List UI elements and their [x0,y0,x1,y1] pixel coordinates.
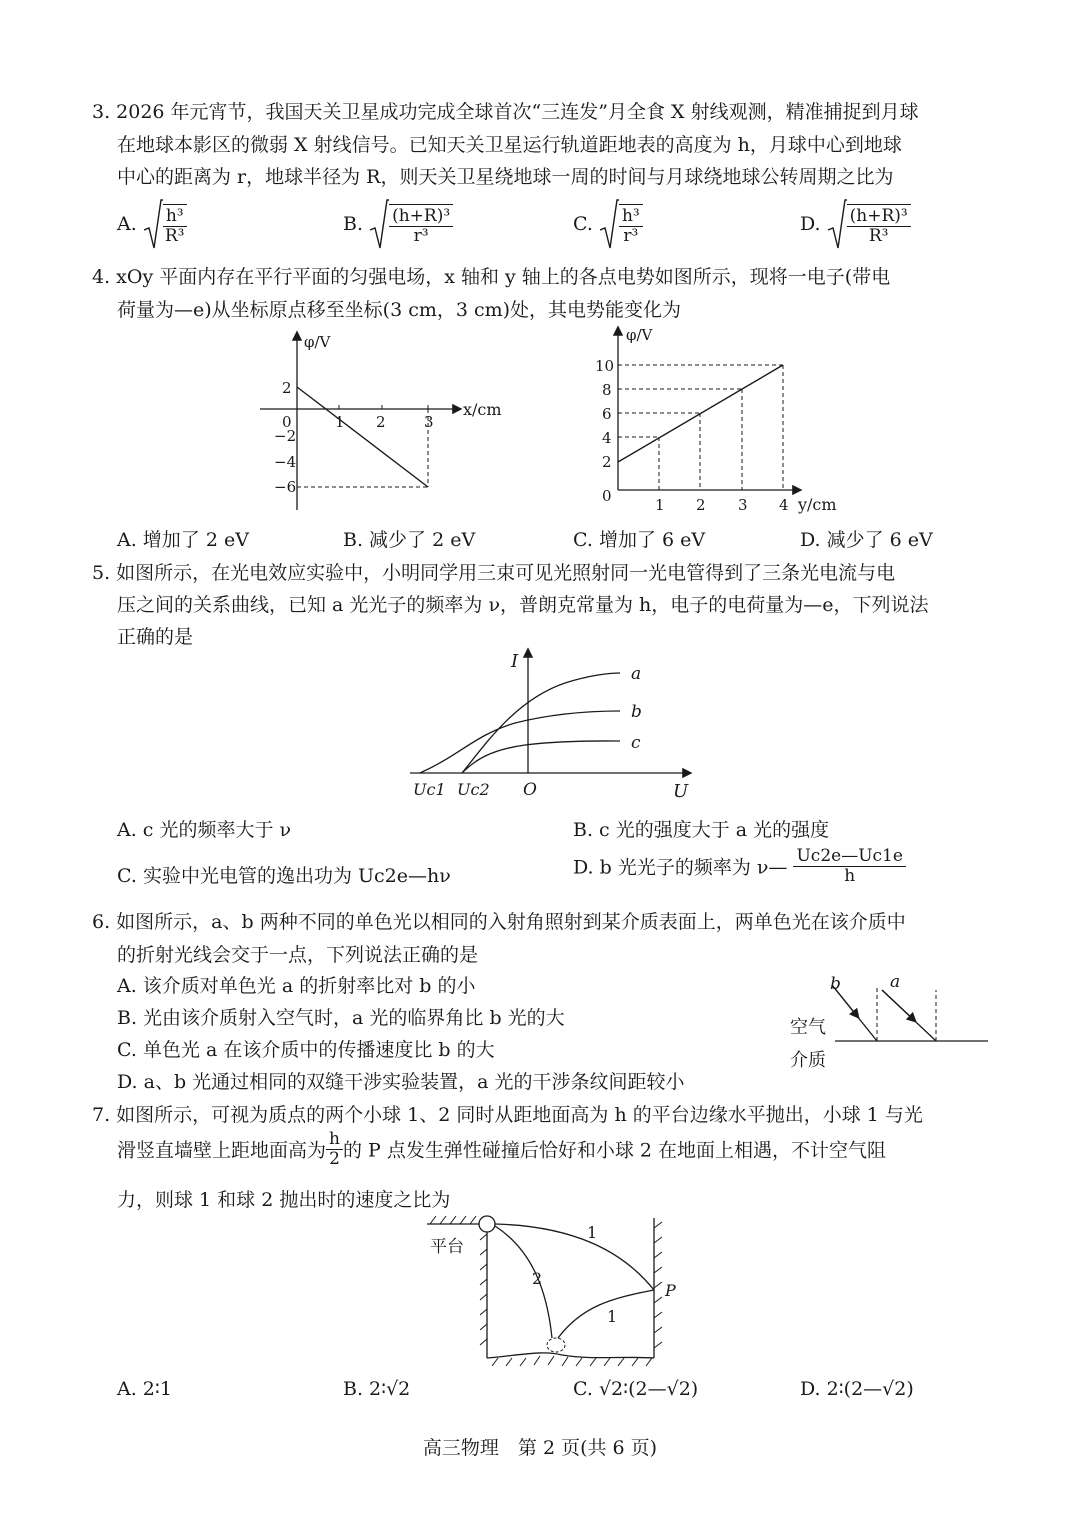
q5-option-b: B. c 光的强度大于 a 光的强度 [573,819,830,841]
q3-option-c: C. $\frac{\text{h³}}{\text{r³}}$ [573,198,643,252]
q5-option-a: A. c 光的频率大于 ν [117,819,292,841]
q7-trajectory-1-rebound [558,1290,654,1338]
q4-option-c: C. 增加了 6 eV [573,529,706,551]
q4-line-2: 荷量为—e)从坐标原点移至坐标(3 cm，3 cm)处，其电势能变化为 [117,299,682,321]
q4-graph1-ytick: −6 [274,478,297,496]
q4-graph2-ytick: 2 [602,453,612,471]
q5-option-d-fraction: $\frac{Uc2e—Uc1e}{h}$ [793,847,905,885]
q7-label-p: P [665,1281,676,1300]
q7-label-2: 2 [532,1269,543,1288]
q6-option-d: D. a、b 光通过相同的双缝干涉实验装置，a 光的干涉条纹间距较小 [117,1071,685,1093]
q5-xlabel: U [673,781,689,802]
q7-figure-projectile [422,1210,682,1370]
q5-option-c: C. 实验中光电管的逸出功为 Uc2e—hν [117,865,451,887]
q4-graph1-xtick: 3 [424,413,434,431]
q4-graph-phi-x [250,325,520,515]
q6-label-a: a [890,972,901,992]
q4-graph2-xtick: 1 [655,496,665,514]
q7-option-c: C. √2∶(2—√2) [573,1378,699,1400]
q3-option-b: B. $\frac{\text{(h+R)³}}{\text{r³}}$ [343,198,453,252]
q5-label-b: b [631,702,642,722]
q4-option-a: A. 增加了 2 eV [117,529,249,551]
q7-label-platform: 平台 [430,1237,464,1257]
q5-curve-c [462,741,620,773]
q6-option-b: B. 光由该介质射入空气时，a 光的临界角比 b 光的大 [117,1007,565,1029]
q4-graph1-ytick: −4 [274,453,297,471]
q4-graph2-ytick: 8 [602,381,612,399]
page-footer: 高三物理 第 2 页(共 6 页) [422,1437,658,1459]
q7-trajectory-2 [495,1226,552,1338]
q7-meeting-point [547,1338,565,1352]
q4-graph2-ylabel: φ/V [626,326,653,344]
q5-ylabel: I [511,651,519,672]
q7-option-a: A. 2∶1 [117,1378,172,1400]
q3-line-3: 中心的距离为 r，地球半径为 R，则天关卫星绕地球一周的时间与月球绕地球公转周期之比为 [117,166,894,188]
q6-option-a: A. 该介质对单色光 a 的折射率比对 b 的小 [117,975,476,997]
q4-graph1-ytick: −2 [274,427,297,445]
q3-option-a: A. $\frac{\text{h³}}{\text{R³}}$ [117,198,187,252]
q6-option-c: C. 单色光 a 在该介质中的传播速度比 b 的大 [117,1039,495,1061]
q4-graph2-xtick: 3 [738,496,748,514]
q6-label-air: 空气 [790,1017,826,1038]
q5-curve-b [420,711,620,773]
q4-graph1-ytick: 2 [282,379,292,397]
q7-option-b: B. 2∶√2 [343,1378,411,1400]
q7-line-1: 7. 如图所示，可视为质点的两个小球 1、2 同时从距地面高为 h 的平台边缘水平抛出，小球 1 与光 [92,1104,923,1126]
q4-graph1-ylabel: φ/V [304,333,331,351]
q3-option-d: D. $\frac{\text{(h+R)³}}{\text{R³}}$ [800,198,911,252]
q5-graph-photocurrent [405,645,695,803]
q4-graph-phi-y [590,320,860,520]
q5-line-2: 压之间的关系曲线，已知 a 光光子的频率为 ν，普朗克常量为 h，电子的电荷量为—e，下列说法 [117,594,929,616]
q5-label-c: c [631,733,641,753]
q4-graph2-xlabel: y/cm [798,495,837,514]
q6-figure-refraction [780,965,995,1075]
q7-label-1: 1 [587,1223,598,1242]
q5-origin: O [523,780,537,800]
q7-option-d: D. 2∶(2—√2) [800,1378,914,1400]
q6-label-b: b [830,974,841,994]
q5-label-a: a [631,664,642,684]
q4-graph2-ytick: 0 [602,487,612,505]
q4-option-d: D. 减少了 6 eV [800,529,933,551]
q6-label-medium: 介质 [790,1050,826,1071]
q4-graph1-xlabel: x/cm [463,400,502,419]
q4-graph2-xtick: 4 [779,496,789,514]
q4-graph1-ytick: 0 [282,413,292,431]
q7-line-3: 力，则球 1 和球 2 抛出时的速度之比为 [117,1189,451,1211]
q4-graph2-ytick: 10 [595,357,615,375]
q4-option-b: B. 减少了 2 eV [343,529,476,551]
q5-uc1: Uc1 [413,780,446,799]
q5-curve-a [462,673,620,773]
q4-graph2-xtick: 2 [696,496,706,514]
q5-line-1: 5. 如图所示，在光电效应实验中，小明同学用三束可见光照射同一光电管得到了三条光电流与电 [92,562,896,584]
q7-label-1b: 1 [607,1307,618,1326]
q5-option-d: D. b 光光子的频率为 ν— $\frac{Uc2e—Uc1e}{h}$ [573,847,906,885]
q4-graph1-xtick: 1 [335,413,345,431]
q7-line-2: 滑竖直墙壁上距地面高为 $\frac{h}{2}$ 的 P 点发生弹性碰撞后恰好和小球 2 在地面上相遇，不计空气阻 [117,1129,887,1169]
q5-uc2: Uc2 [457,780,490,799]
q4-graph1-xtick: 2 [376,413,386,431]
q4-graph2-ytick: 6 [602,405,612,423]
q7-trajectory-1 [495,1224,654,1290]
q4-line-1: 4. xOy 平面内存在平行平面的匀强电场，x 轴和 y 轴上的各点电势如图所示，现将一电子(带电 [92,266,891,288]
q7-fraction-half-h: $\frac{h}{2}$ [326,1130,343,1168]
q7-ball [479,1216,495,1232]
q3-line-2: 在地球本影区的微弱 X 射线信号。已知天关卫星运行轨道距地表的高度为 h，月球中心到地球 [117,134,902,156]
q6-line-2: 的折射光线会交于一点，下列说法正确的是 [117,944,479,966]
q5-line-3: 正确的是 [117,626,194,648]
q4-graph1-line [297,387,428,487]
q4-graph2-ytick: 4 [602,429,612,447]
q6-line-1: 6. 如图所示，a、b 两种不同的单色光以相同的入射角照射到某介质表面上，两单色光在该介质中 [92,911,906,933]
q3-line-1: 3. 2026 年元宵节，我国天关卫星成功完成全球首次“三连发”月全食 X 射线观测，精准捕捉到月球 [92,101,919,123]
